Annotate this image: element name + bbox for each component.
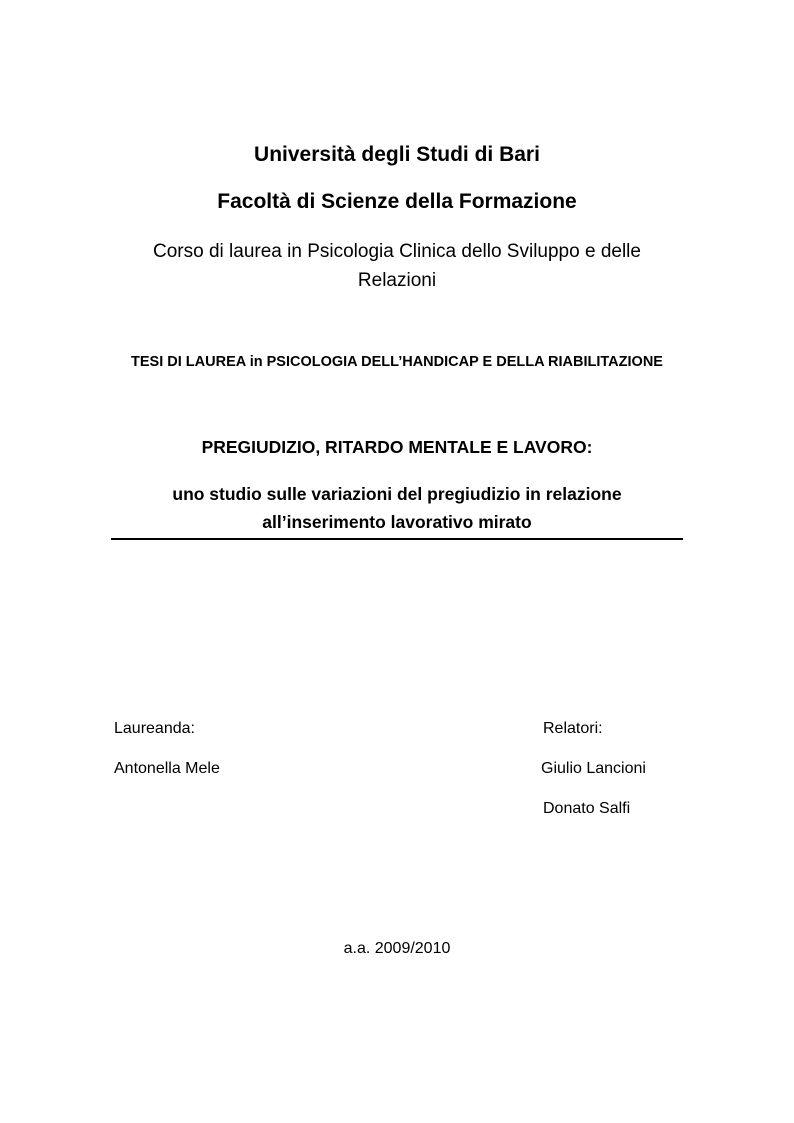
university-name: Università degli Studi di Bari: [254, 143, 540, 166]
supervisor-name-1: Giulio Lancioni: [541, 760, 646, 777]
thesis-subtitle: [0, 480, 794, 536]
thesis-subtitle-line-2: all’inserimento lavorativo mirato: [262, 512, 532, 532]
thesis-subtitle-line-1: uno studio sulle variazioni del pregiudizio in relazione: [172, 484, 622, 504]
course-name: [0, 237, 794, 295]
course-line-2: Relazioni: [357, 270, 437, 291]
thesis-title: PREGIUDIZIO, RITARDO MENTALE E LAVORO:: [201, 437, 593, 457]
thesis-type: TESI DI LAUREA in PSICOLOGIA DELL’HANDICAP E DELLA RIABILITAZIONE: [131, 354, 663, 370]
candidate-name: Antonella Mele: [114, 760, 220, 777]
candidate-label: Laureanda:: [114, 720, 195, 737]
academic-year: a.a. 2009/2010: [343, 940, 451, 957]
supervisor-name-2: Donato Salfi: [543, 800, 631, 817]
faculty-name: Facoltà di Scienze della Formazione: [217, 190, 577, 213]
course-line-1: Corso di laurea in Psicologia Clinica dello Sviluppo e delle: [153, 241, 641, 262]
supervisors-label: Relatori:: [543, 720, 603, 737]
title-underline: [111, 538, 683, 540]
